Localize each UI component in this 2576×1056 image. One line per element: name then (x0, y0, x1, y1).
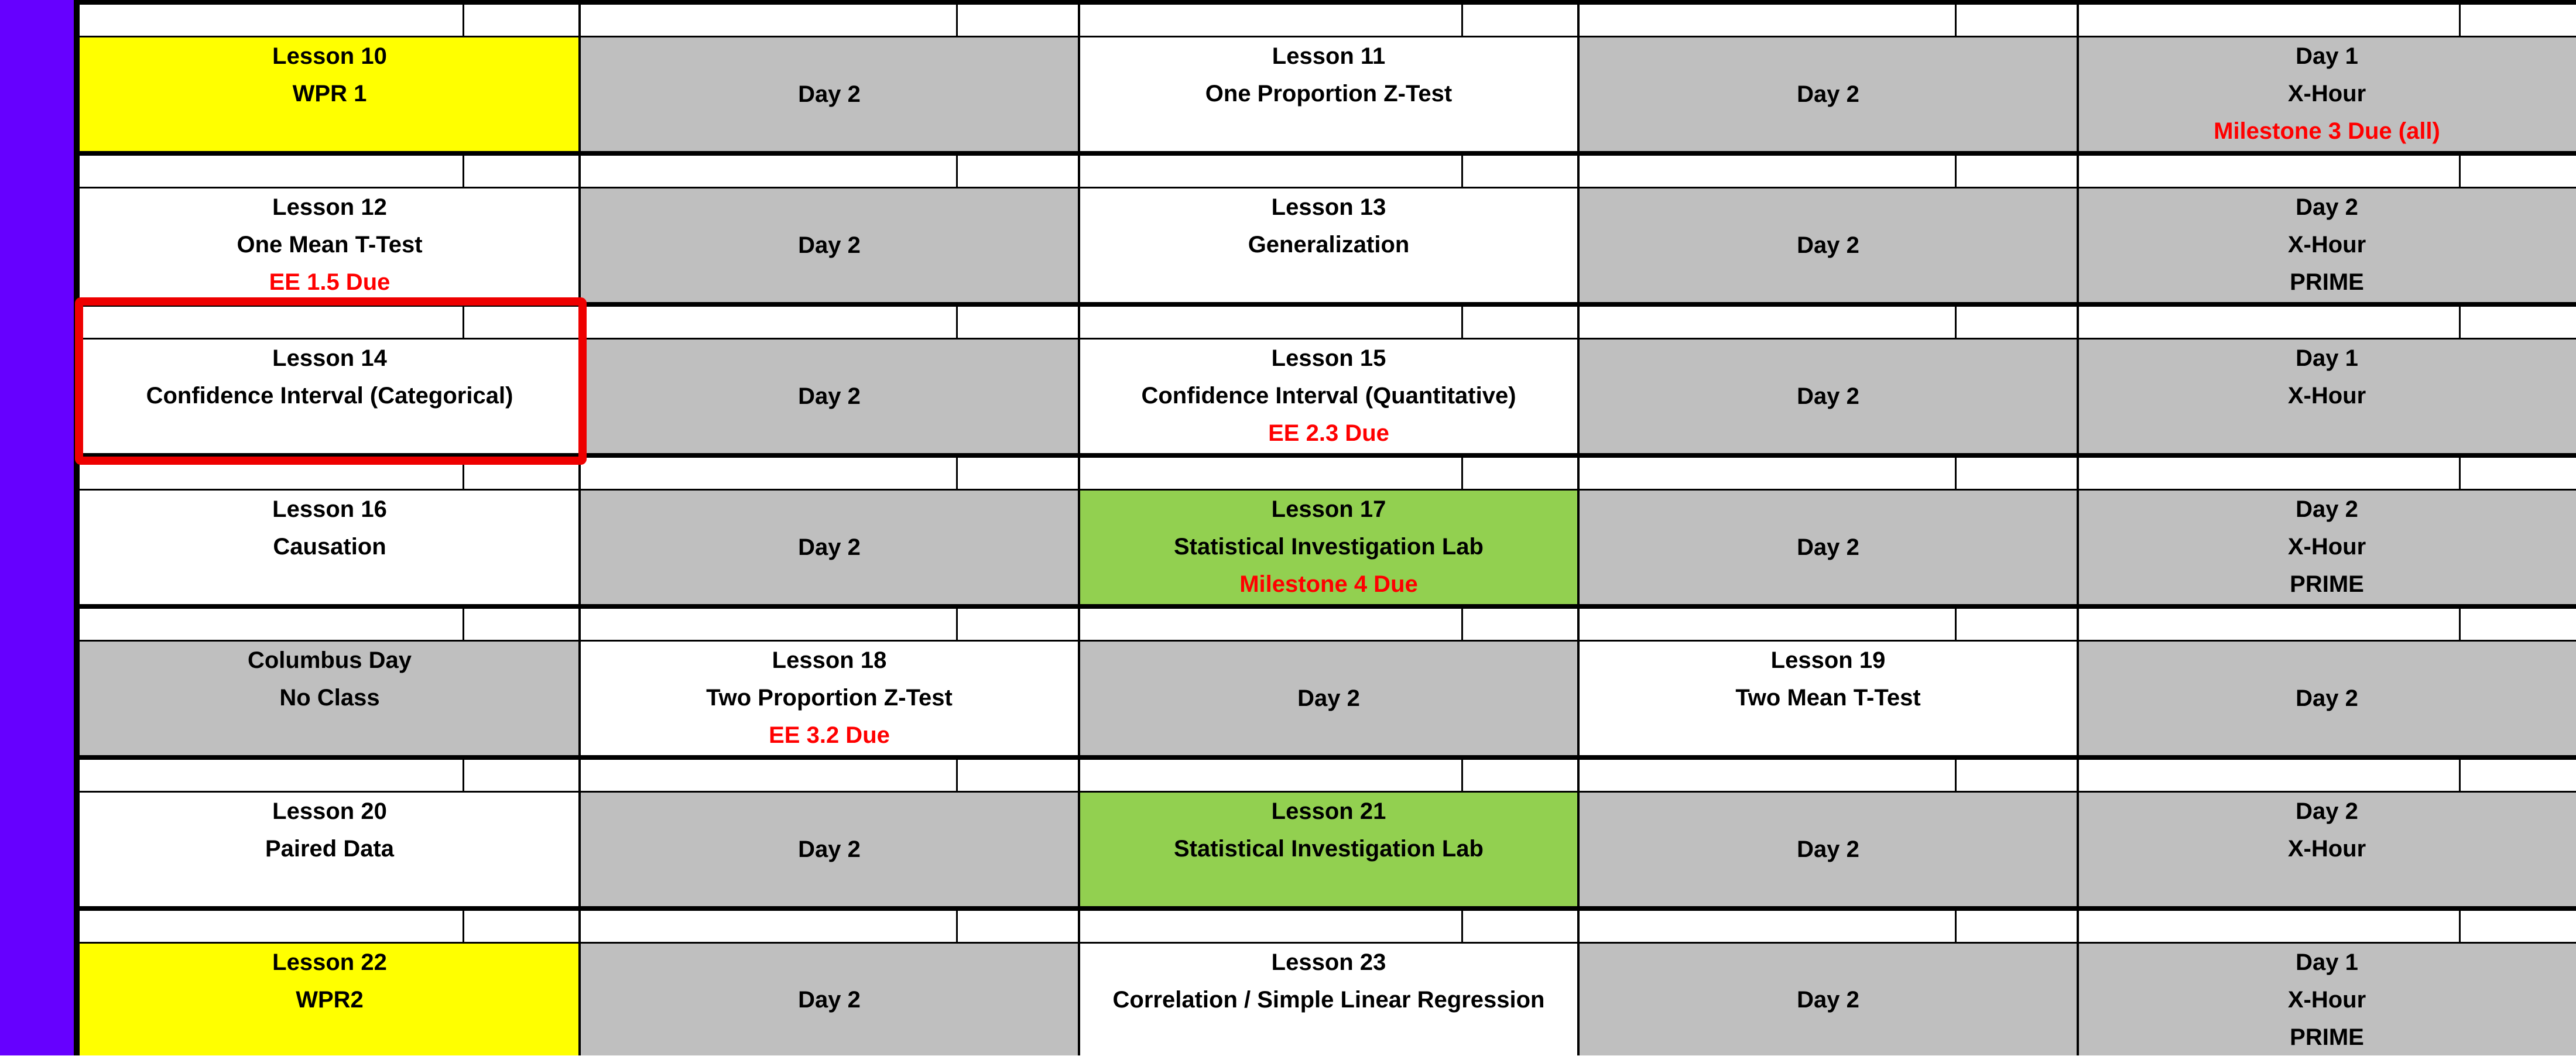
date-label (1578, 760, 1955, 793)
date-label (580, 458, 956, 491)
cell-text: X-Hour (2287, 534, 2366, 560)
due-note: EE 1.5 Due (269, 269, 390, 295)
cell-text: WPR 1 (292, 81, 367, 107)
date-label (580, 307, 956, 340)
cell-text: Paired Data (265, 836, 395, 862)
due-note: Milestone 4 Due (1239, 571, 1418, 597)
cell-text: Day 2 (798, 534, 861, 560)
lesson-code (463, 609, 580, 642)
day-cell[interactable] (80, 944, 580, 1055)
day-cell[interactable] (580, 944, 1079, 1055)
day-cell[interactable] (580, 340, 1079, 453)
lesson-code (956, 307, 1079, 340)
day-cell[interactable] (2078, 944, 2576, 1055)
cell-text: Columbus Day (247, 647, 412, 673)
date-label (1578, 307, 1955, 340)
lesson-code (463, 760, 580, 793)
date-label (1079, 760, 1461, 793)
day-cell[interactable] (580, 491, 1079, 604)
cell-text: WPR2 (296, 987, 364, 1013)
date-label (1578, 911, 1955, 944)
date-label (580, 156, 956, 188)
date-label (1079, 609, 1461, 642)
due-note: EE 3.2 Due (769, 722, 890, 748)
lesson-code (2459, 760, 2576, 793)
cell-text: X-Hour (2287, 383, 2366, 409)
lesson-code (1461, 760, 1578, 793)
date-label (1079, 307, 1461, 340)
date-label (580, 760, 956, 793)
lesson-code (956, 156, 1079, 188)
cell-text: Day 2 (2296, 798, 2358, 824)
day-cell[interactable] (80, 642, 580, 755)
lesson-code (1461, 156, 1578, 188)
day-cell[interactable] (1079, 37, 1578, 151)
cell-text: X-Hour (2287, 836, 2366, 862)
cell-text: Day 2 (1797, 81, 1859, 107)
cell-text: Lesson 11 (1272, 43, 1386, 69)
cell-text: Day 2 (798, 383, 861, 409)
cell-text: Lesson 10 (272, 43, 387, 69)
cell-text: Day 2 (798, 986, 861, 1013)
cell-text: X-Hour (2287, 232, 2366, 258)
lesson-code (2459, 5, 2576, 37)
cell-text: Two Mean T-Test (1735, 685, 1921, 711)
cell-text: X-Hour (2287, 987, 2366, 1013)
cell-text: One Proportion Z-Test (1205, 81, 1453, 107)
day-header (1079, 5, 1578, 37)
date-label (2078, 609, 2459, 642)
day-cell[interactable] (2078, 793, 2576, 906)
day-cell[interactable] (1079, 188, 1578, 302)
week-separator (80, 755, 2576, 760)
cell-text: Statistical Investigation Lab (1173, 836, 1484, 862)
day-header (1079, 156, 1578, 188)
cell-text: Correlation / Simple Linear Regression (1112, 987, 1545, 1013)
header-separator (80, 791, 2576, 793)
cell-text: Lesson 14 (272, 345, 387, 371)
day-cell[interactable] (1578, 340, 2078, 453)
cell-text: Day 2 (798, 81, 861, 107)
day-cell[interactable] (1578, 642, 2078, 755)
week-number (0, 151, 80, 302)
day-header (1079, 458, 1578, 491)
date-label (80, 5, 463, 37)
lesson-code (1461, 5, 1578, 37)
date-label (2078, 458, 2459, 491)
date-label (1578, 5, 1955, 37)
lesson-code (1955, 5, 2078, 37)
day-header (2078, 911, 2576, 944)
day-cell[interactable] (1079, 340, 1578, 453)
cell-text: Confidence Interval (Categorical) (146, 383, 513, 409)
day-header (1578, 609, 2078, 642)
day-cell[interactable] (80, 491, 580, 604)
cell-text: Lesson 21 (1271, 798, 1386, 824)
day-header (1578, 458, 2078, 491)
date-label (580, 5, 956, 37)
date-label (2078, 911, 2459, 944)
day-header (580, 911, 1079, 944)
cell-text: Day 2 (1797, 534, 1859, 560)
day-cell[interactable] (580, 793, 1079, 906)
cell-text: Statistical Investigation Lab (1173, 534, 1484, 560)
day-cell[interactable] (580, 37, 1079, 151)
lesson-code (1955, 307, 2078, 340)
lesson-code (2459, 156, 2576, 188)
column-divider (2077, 0, 2079, 1055)
lesson-code (463, 5, 580, 37)
lesson-code (463, 911, 580, 944)
day-cell[interactable] (1578, 491, 2078, 604)
date-label (1578, 156, 1955, 188)
week-separator (80, 0, 2576, 5)
day-header (80, 156, 580, 188)
due-note: Milestone 3 Due (all) (2214, 118, 2440, 144)
cell-text: PRIME (2290, 571, 2364, 597)
lesson-code (956, 5, 1079, 37)
day-cell[interactable] (1578, 944, 2078, 1055)
day-header (1079, 911, 1578, 944)
day-cell[interactable] (580, 642, 1079, 755)
date-label (2078, 307, 2459, 340)
day-header (2078, 5, 2576, 37)
cell-text: Lesson 19 (1770, 647, 1886, 673)
lesson-code (1461, 307, 1578, 340)
cell-text: Lesson 15 (1271, 345, 1386, 371)
day-header (2078, 156, 2576, 188)
day-header (80, 5, 580, 37)
header-separator (80, 187, 2576, 188)
day-cell[interactable] (1578, 793, 2078, 906)
date-label (2078, 5, 2459, 37)
week-separator (80, 151, 2576, 156)
day-cell[interactable] (1578, 37, 2078, 151)
week-number (0, 906, 80, 1055)
day-header (580, 760, 1079, 793)
day-header (1079, 760, 1578, 793)
day-cell[interactable] (1079, 491, 1578, 604)
week-separator (80, 906, 2576, 911)
lesson-code (1461, 911, 1578, 944)
day-header (1578, 5, 2078, 37)
week-separator (80, 604, 2576, 609)
lesson-code (956, 609, 1079, 642)
day-header (2078, 458, 2576, 491)
lesson-code (1955, 156, 2078, 188)
date-label (2078, 760, 2459, 793)
cell-text: Day 2 (1797, 836, 1859, 862)
day-cell[interactable] (2078, 491, 2576, 604)
day-cell[interactable] (580, 188, 1079, 302)
day-header (580, 5, 1079, 37)
cell-text: PRIME (2290, 269, 2364, 295)
day-cell[interactable] (2078, 642, 2576, 755)
day-cell[interactable] (1079, 642, 1578, 755)
lesson-code (956, 458, 1079, 491)
cell-text: Day 1 (2296, 43, 2358, 69)
cell-text: Day 2 (1797, 383, 1859, 409)
cell-text: Lesson 23 (1271, 949, 1386, 975)
date-label (2078, 156, 2459, 188)
day-header (580, 307, 1079, 340)
day-header (580, 156, 1079, 188)
week-number (0, 755, 80, 906)
cell-text: X-Hour (2287, 81, 2366, 107)
day-header (80, 609, 580, 642)
day-cell[interactable] (1578, 188, 2078, 302)
day-cell[interactable] (1079, 793, 1578, 906)
cell-text: Lesson 18 (772, 647, 887, 673)
column-divider (1078, 0, 1080, 1055)
cell-text: Day 2 (1297, 685, 1360, 711)
day-header (1578, 911, 2078, 944)
day-cell[interactable] (2078, 188, 2576, 302)
cell-text: Lesson 16 (272, 496, 387, 522)
cell-text: Day 1 (2296, 345, 2358, 371)
cell-text: Causation (273, 534, 386, 560)
lesson-code (1955, 458, 2078, 491)
day-cell[interactable] (80, 37, 580, 151)
day-header (580, 609, 1079, 642)
column-divider (1577, 0, 1580, 1055)
lesson-code (2459, 911, 2576, 944)
date-label (1079, 156, 1461, 188)
day-header (1578, 307, 2078, 340)
lesson-code (1461, 458, 1578, 491)
cell-text: Day 2 (1797, 232, 1859, 258)
header-separator (80, 942, 2576, 944)
date-label (580, 609, 956, 642)
lesson-code (956, 760, 1079, 793)
day-header (1079, 609, 1578, 642)
header-separator (80, 640, 2576, 642)
cell-text: Lesson 12 (272, 194, 387, 220)
day-header (580, 458, 1079, 491)
day-cell[interactable] (80, 188, 580, 302)
day-header (80, 760, 580, 793)
cell-text: One Mean T-Test (237, 232, 423, 258)
date-label (1079, 5, 1461, 37)
header-separator (80, 36, 2576, 37)
day-cell[interactable] (80, 793, 580, 906)
day-cell[interactable] (1079, 944, 1578, 1055)
day-header (2078, 307, 2576, 340)
cell-text: Day 2 (2296, 685, 2358, 711)
lesson-code (1955, 760, 2078, 793)
cell-text: Day 2 (1797, 986, 1859, 1013)
day-cell[interactable] (2078, 37, 2576, 151)
day-header (80, 911, 580, 944)
header-separator (80, 489, 2576, 491)
lesson-code (1461, 609, 1578, 642)
date-label (1079, 458, 1461, 491)
day-header (1578, 760, 2078, 793)
cell-text: Day 2 (2296, 496, 2358, 522)
day-header (2078, 760, 2576, 793)
date-label (80, 609, 463, 642)
day-header (1578, 156, 2078, 188)
date-label (80, 156, 463, 188)
week-number (0, 453, 80, 604)
lesson-code (956, 911, 1079, 944)
week-number (0, 604, 80, 755)
cell-text: Two Proportion Z-Test (706, 685, 953, 711)
due-note: EE 2.3 Due (1268, 420, 1389, 446)
column-divider (578, 0, 581, 1055)
date-label (1079, 911, 1461, 944)
date-label (80, 760, 463, 793)
week-number (0, 302, 80, 453)
lesson-code (2459, 307, 2576, 340)
date-label (1578, 458, 1955, 491)
cell-text: PRIME (2290, 1024, 2364, 1050)
cell-text: Lesson 13 (1271, 194, 1386, 220)
lesson-code (463, 156, 580, 188)
lesson-code (1955, 609, 2078, 642)
day-header (2078, 609, 2576, 642)
cell-text: No Class (279, 685, 380, 711)
left-border (74, 0, 80, 1055)
cell-text: Day 1 (2296, 949, 2358, 975)
cell-text: Lesson 20 (272, 798, 387, 824)
cell-text: Confidence Interval (Quantitative) (1141, 383, 1516, 409)
lesson-code (2459, 609, 2576, 642)
date-label (580, 911, 956, 944)
cell-text: Day 2 (2296, 194, 2358, 220)
selection-highlight (75, 297, 587, 465)
day-cell[interactable] (2078, 340, 2576, 453)
week-number (0, 0, 80, 151)
day-header (1079, 307, 1578, 340)
lesson-code (1955, 911, 2078, 944)
cell-text: Lesson 17 (1271, 496, 1386, 522)
cell-text: Generalization (1248, 232, 1410, 258)
cell-text: Day 2 (798, 232, 861, 258)
date-label (1578, 609, 1955, 642)
date-label (80, 911, 463, 944)
cell-text: Day 2 (798, 836, 861, 862)
cell-text: Lesson 22 (272, 949, 387, 975)
lesson-code (2459, 458, 2576, 491)
